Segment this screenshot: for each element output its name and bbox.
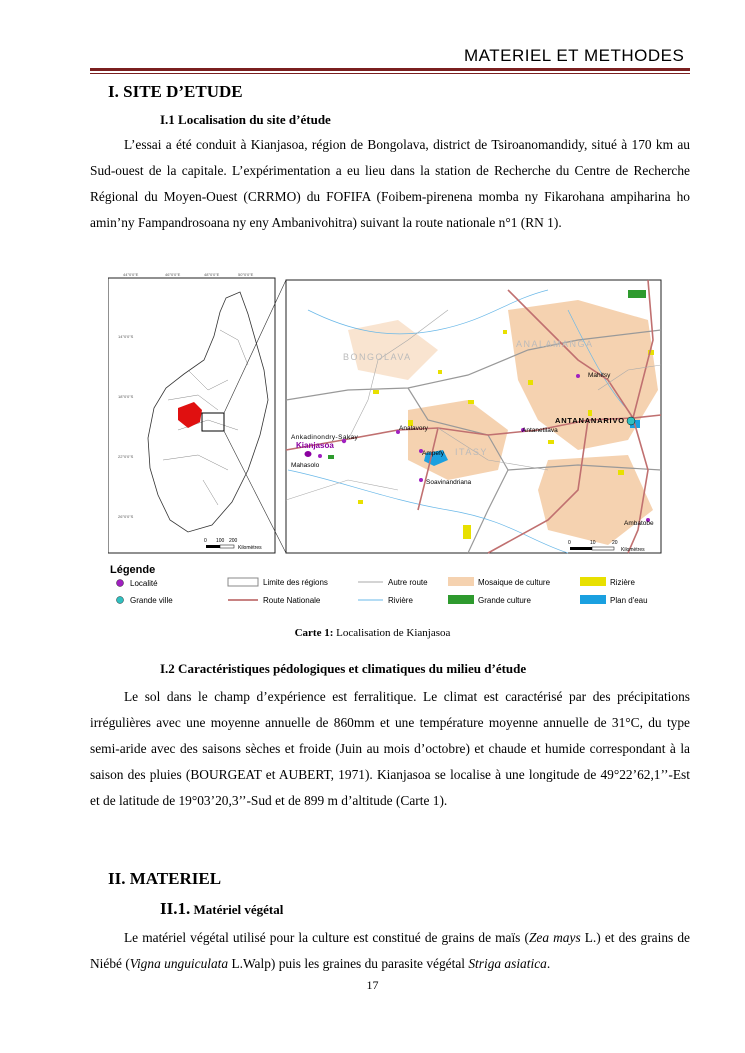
svg-text:18°0'0"S: 18°0'0"S: [118, 394, 134, 399]
svg-text:44°0'0"E: 44°0'0"E: [123, 272, 139, 277]
location-map: [108, 270, 663, 612]
scale-tick: 0: [204, 538, 207, 544]
svg-text:14°0'0"S: 14°0'0"S: [118, 334, 134, 339]
subsection-heading-1-1: I.1 Localisation du site d’étude: [160, 112, 331, 127]
label-ankadinondry: Ankadinondry-Sakay: [291, 434, 359, 441]
map-caption: Carte 1: Localisation de Kianjasoa: [294, 627, 451, 639]
label-mahitsy: Mahitsy: [588, 372, 611, 379]
page-number: 17: [366, 978, 379, 992]
scale-tick: 10: [590, 540, 596, 546]
legend-plan-eau: Plan d'eau: [610, 596, 648, 605]
label-analamanga: ANALAMANGA: [516, 339, 594, 349]
label-itasy: ITASY: [455, 447, 488, 457]
subsection-heading-2-1: II.1. Matériel végétal: [160, 899, 284, 918]
label-kianjasoa: Kianjasoa: [296, 441, 334, 450]
localite-marker: [576, 374, 580, 378]
legend-riziere: Rizière: [610, 578, 635, 587]
subsection-heading-1-2: I.2 Caractéristiques pédologiques et climatiques du milieu d’étude: [160, 661, 527, 676]
svg-text:46°0'0"E: 46°0'0"E: [165, 272, 181, 277]
svg-text:48°0'0"E: 48°0'0"E: [204, 272, 220, 277]
label-ambatobe: Ambatobe: [624, 520, 654, 527]
legend-localite: Localité: [130, 579, 158, 588]
localite-marker: [419, 478, 423, 482]
label-ampefy: Ampefy: [422, 450, 445, 457]
section-heading-1: I. SITE D’ETUDE: [108, 82, 243, 101]
running-header: MATERIEL ET METHODES: [464, 46, 685, 65]
svg-text:50°0'0"E: 50°0'0"E: [238, 272, 254, 277]
svg-text:26°0'0"S: 26°0'0"S: [118, 514, 134, 519]
scale-tick: 20: [612, 540, 618, 546]
label-antanetilava: Antanetilava: [522, 427, 558, 434]
paragraph-climat: Le sol dans le champ d’expérience est ferralitique. Le climat est caractérisé par des précipitations irrégulières avec une moyenne annuelle de 860mm et une température moyenne annuelle de 31°C, du type semi-aride avec des saisons sèches et froide (Juin au mois d’octobre) et chaude et humide correspondant à la saison des pluies (BOURGEAT et AUBERT, 1971). Kianjasoa se localise à une longitude de 49°22’62,1’’-Est et de latitude de 19°03’20,3’’-Sud et de 899 m d’altitude (Carte 1).: [90, 689, 690, 808]
section-heading-2: II. MATERIEL: [108, 869, 222, 888]
paragraph-materiel-vegetal: Le matériel végétal utilisé pour la culture est constitué de grains de maïs (Zea mays L.) et des grains de Niébé (Vigna unguiculata L.Walp) puis les graines du parasite végétal Striga asiatica.: [90, 930, 690, 971]
svg-text:22°0'0"S: 22°0'0"S: [118, 454, 134, 459]
scale-unit: Kilomètres: [621, 547, 645, 553]
label-mahasolo: Mahasolo: [291, 462, 320, 469]
map-legend: [110, 564, 648, 605]
legend-limite: Limite des régions: [263, 578, 328, 587]
legend-mosaique: Mosaique de culture: [478, 578, 551, 587]
header-rule-thin: [90, 73, 690, 74]
legend-route-nationale: Route Nationale: [263, 596, 321, 605]
legend-title: Légende: [110, 564, 156, 576]
legend-grande-culture: Grande culture: [478, 596, 531, 605]
label-bongolava: BONGOLAVA: [343, 352, 412, 362]
legend-grande-ville: Grande ville: [130, 596, 173, 605]
antananarivo-marker: [627, 417, 635, 425]
scale-tick: 100: [216, 538, 225, 544]
kianjasoa-marker: [305, 451, 312, 457]
header-rule: [90, 68, 690, 71]
legend-autre-route: Autre route: [388, 578, 428, 587]
localite-marker: [318, 454, 322, 458]
scale-tick: 0: [568, 540, 571, 546]
label-analavory: Analavory: [399, 425, 428, 432]
scale-unit: Kilomètres: [238, 545, 262, 551]
scale-tick: 200: [229, 538, 238, 544]
label-soavinandriana: Soavinandriana: [426, 479, 472, 486]
paragraph-localisation: L’essai a été conduit à Kianjasoa, région de Bongolava, district de Tsiroanomandidy, situé à 170 km au Sud-ouest de la capitale. L’expérimentation a eu lieu dans la station de Recherche du Centre de Recherche Régional du Moyen-Ouest (CRRMO) du FOFIFA (Foibem-pirenena momba ny Fikarohana ampiharina ho amin’ny Fampandrosoana ny eny Ambanivohitra) suivant la route nationale n°1 (RN 1).: [90, 137, 690, 230]
legend-riviere: Rivière: [388, 596, 413, 605]
label-antananarivo: ANTANANARIVO: [555, 416, 625, 425]
